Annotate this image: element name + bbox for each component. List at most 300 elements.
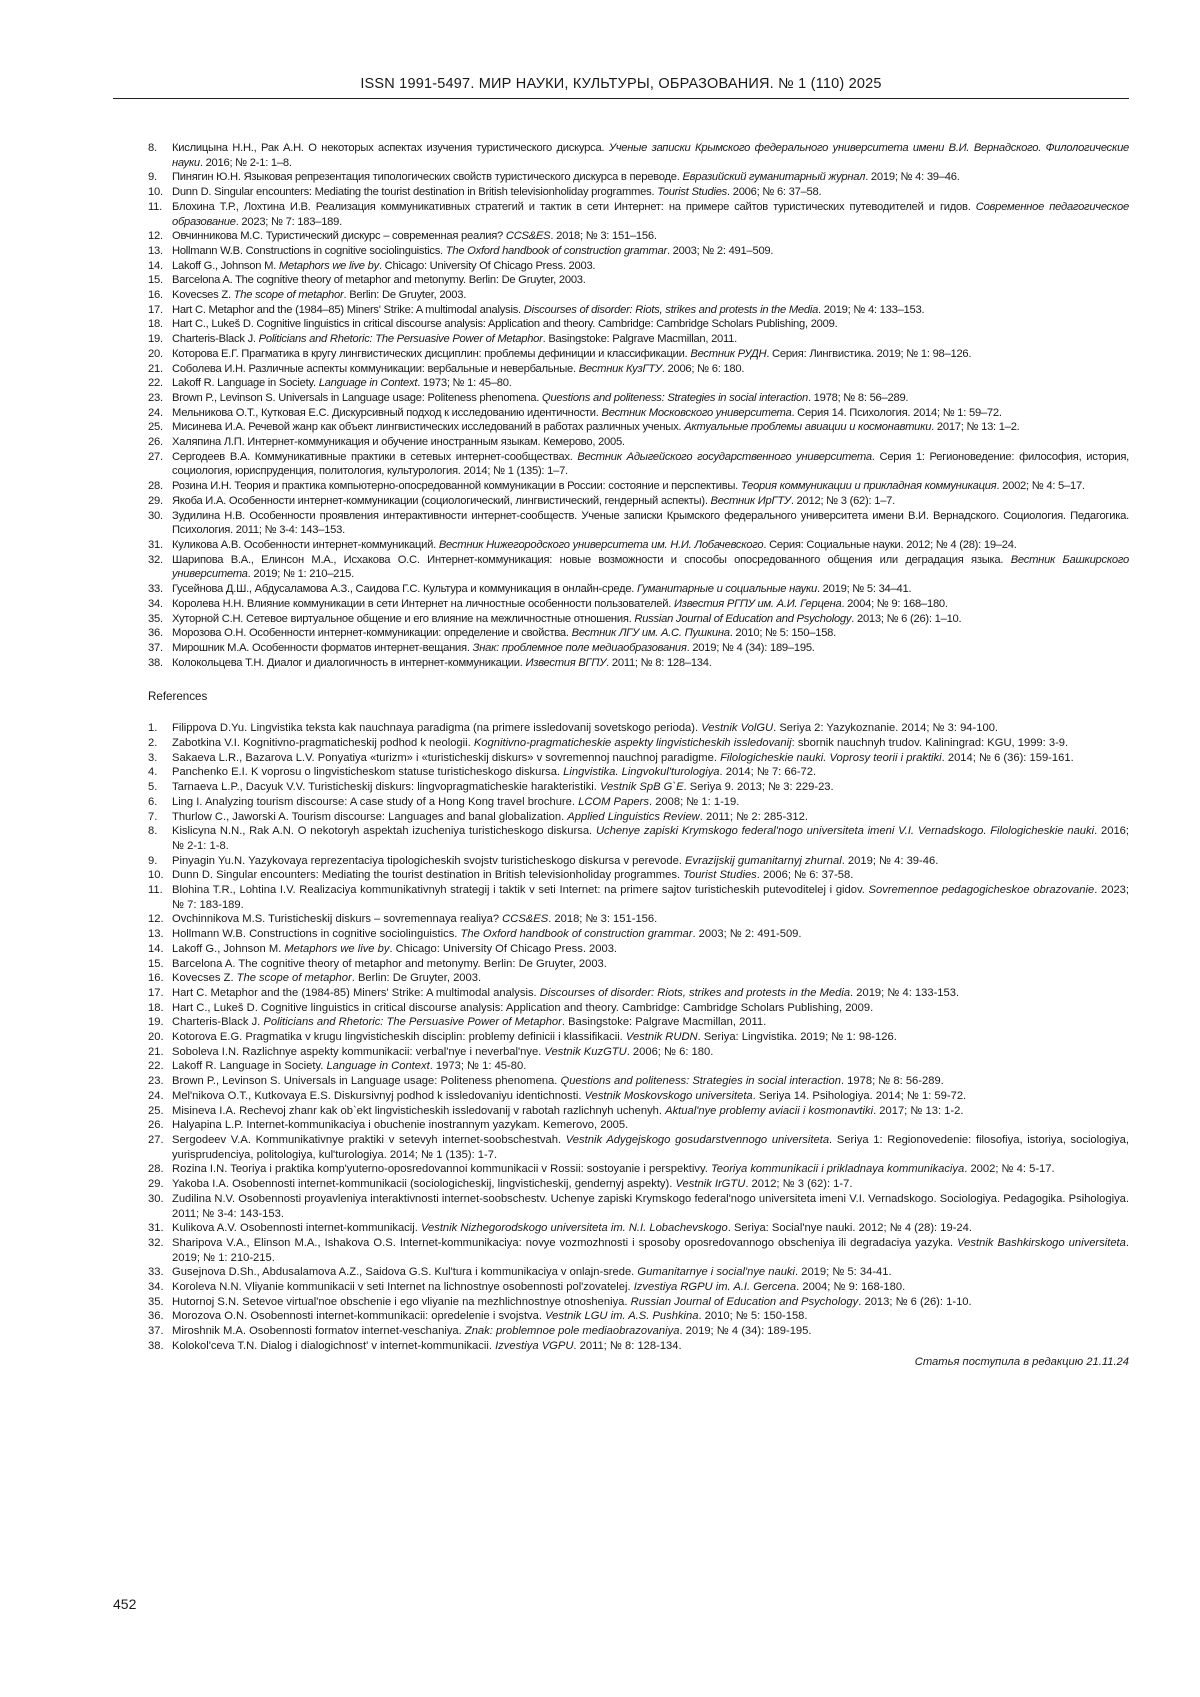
- reference-text: . 2017; № 13: 1-2.: [873, 1105, 963, 1117]
- reference-text: . 2006; № 6: 37-58.: [757, 869, 854, 881]
- reference-text: . 2004; № 9: 168–180.: [841, 598, 947, 610]
- reference-text: . 2018; № 3: 151–156.: [550, 230, 656, 242]
- reference-text: Мирошник М.А. Особенности форматов интернет-вещания.: [172, 642, 473, 654]
- reference-item: [148, 765, 1129, 780]
- reference-text: . 2019; № 4 (34): 189–195.: [687, 642, 815, 654]
- reference-number: 17.: [148, 986, 164, 1001]
- reference-item: [148, 942, 1129, 957]
- reference-item: [148, 824, 1129, 853]
- reference-text: Шарипова В.А., Елинсон М.А., Исхакова О.С. Интернет-коммуникация: новые возможности и способы опосредованного общения или деградация языка.: [172, 554, 1011, 566]
- reference-number: 32.: [148, 553, 163, 568]
- reference-text: Rozina I.N. Teoriya i praktika komp'yuterno-oposredovannoi kommunikacii v Rossii: sostoyanie i perspektivy.: [172, 1163, 711, 1175]
- reference-item: [148, 200, 1129, 229]
- reference-text: . 2014; № 6 (36): 159-161.: [942, 752, 1074, 764]
- reference-text: . 2006; № 6: 180.: [627, 1046, 714, 1058]
- reference-item: [148, 1030, 1129, 1045]
- reference-source-title: Знак: проблемное поле медиаобразования: [473, 642, 687, 654]
- reference-item: [148, 868, 1129, 883]
- reference-item: [148, 1236, 1129, 1265]
- reference-item: [148, 1221, 1129, 1236]
- reference-text: . 2004; № 9: 168-180.: [796, 1281, 905, 1293]
- reference-text: Hart C., Lukeš D. Cognitive linguistics in critical discourse analysis: Application and theory. Cambridge: Cambridge Scholars Publishing, 2009.: [172, 1002, 873, 1014]
- reference-number: 9.: [148, 854, 157, 869]
- reference-text: Пинягин Ю.Н. Языковая репрезентация типологических свойств туристического дискурса в переводе.: [172, 171, 682, 183]
- reference-text: . 2023; № 7: 183-189.: [172, 884, 1129, 911]
- reference-text: . Basingstoke: Palgrave Macmillan, 2011.: [543, 333, 737, 345]
- reference-text: . 2019; № 4: 39-46.: [842, 855, 939, 867]
- reference-item: [148, 1324, 1129, 1339]
- reference-number: 27.: [148, 450, 163, 465]
- reference-text: Сергодеев В.А. Коммуникативные практики в сетевых интернет-сообществах.: [172, 451, 577, 463]
- reference-source-title: Ученые записки Крымского федерального университета имени В.И. Вернадского. Филологические науки: [172, 142, 1129, 169]
- reference-text: Halyapina L.P. Internet-kommunikaciya i obuchenie inostrannym yazykam. Kemerovo, 2005.: [172, 1119, 628, 1131]
- reference-text: : sbornik nauchnyh trudov. Kaliningrad: KGU, 1999: 3-9.: [792, 737, 1069, 749]
- reference-number: 29.: [148, 494, 163, 509]
- reference-number: 36.: [148, 626, 163, 641]
- reference-text: Charteris-Black J.: [172, 1016, 263, 1028]
- reference-text: Розина И.Н. Теория и практика компьютерно-опосредованной коммуникации в России: состояние и перспективы.: [172, 480, 741, 492]
- reference-item: [148, 1074, 1129, 1089]
- reference-text: Королева Н.Н. Влияние коммуникации в сети Интернет на личностные особенности пользователей.: [172, 598, 674, 610]
- reference-number: 37.: [148, 1324, 164, 1339]
- reference-item: [148, 317, 1129, 332]
- reference-item: [148, 170, 1129, 185]
- reference-source-title: Uchenye zapiski Krymskogo federal'nogo universiteta imeni V.I. Vernadskogo. Filologicheskie nauki: [596, 825, 1094, 837]
- reference-text: Zabotkina V.I. Kognitivno-pragmaticheskij podhod k neologii.: [172, 737, 474, 749]
- reference-source-title: Vestnik VolGU: [701, 722, 773, 734]
- reference-item: [148, 780, 1129, 795]
- reference-source-title: Kognitivno-pragmaticheskie aspekty lingvisticheskih issledovanij: [474, 737, 792, 749]
- reference-text: . Серия 1: Регионоведение: философия, история, социология, юриспруденция, политология, культурология. 2014; № 1 (135): 1–7.: [172, 451, 1129, 478]
- reference-source-title: Russian Journal of Education and Psychology: [631, 1296, 859, 1308]
- reference-number: 33.: [148, 582, 163, 597]
- reference-source-title: The scope of metaphor: [237, 972, 352, 984]
- reference-source-title: Известия РГПУ им. А.И. Герцена: [674, 598, 841, 610]
- reference-text: Lakoff G., Johnson M.: [172, 943, 284, 955]
- reference-item: [148, 406, 1129, 421]
- reference-text: Hollmann W.B. Constructions in cognitive sociolinguistics.: [172, 928, 461, 940]
- reference-source-title: Politicians and Rhetoric: The Persuasive Power of Metaphor: [259, 333, 543, 345]
- reference-number: 23.: [148, 391, 163, 406]
- reference-number: 25.: [148, 1104, 164, 1119]
- reference-text: . 2019; № 5: 34-41.: [795, 1266, 892, 1278]
- reference-text: . Seriya 14. Psihologiya. 2014; № 1: 59-72.: [753, 1090, 967, 1102]
- reference-text: Якоба И.А. Особенности интернет-коммуникации (социологический, лингвистический, гендерный аспекты).: [172, 495, 711, 507]
- reference-item: [148, 435, 1129, 450]
- reference-text: . 1978; № 8: 56-289.: [841, 1075, 944, 1087]
- reference-number: 14.: [148, 259, 163, 274]
- reference-text: Блохина Т.Р., Лохтина И.В. Реализация коммуникативных стратегий и тактик в сети Интернет: на примере сайтов туристических путеводителей и гидов.: [172, 201, 976, 213]
- reference-number: 25.: [148, 420, 163, 435]
- reference-number: 9.: [148, 170, 157, 185]
- reference-text: . 2016; № 2-1: 1-8.: [172, 825, 1129, 852]
- reference-number: 12.: [148, 912, 164, 927]
- reference-text: . Chicago: University Of Chicago Press. 2003.: [379, 260, 595, 272]
- reference-number: 8.: [148, 141, 157, 156]
- reference-text: . 2002; № 4: 5–17.: [996, 480, 1084, 492]
- reference-text: . Seriya 9. 2013; № 3: 229-23.: [684, 781, 834, 793]
- reference-text: Hutornoj S.N. Setevoe virtual'noe obschenie i ego vliyanie na mezhlichnostnye otnosheniya.: [172, 1296, 631, 1308]
- reference-number: 23.: [148, 1074, 164, 1089]
- reference-text: Халяпина Л.П. Интернет-коммуникация и обучение иностранным языкам. Кемерово, 2005.: [172, 436, 625, 448]
- reference-text: . 2013; № 6 (26): 1-10.: [858, 1296, 971, 1308]
- reference-text: . Серия: Социальные науки. 2012; № 4 (28): 19–24.: [763, 539, 1016, 551]
- reference-source-title: Современное педагогическое образование: [172, 201, 1129, 228]
- reference-text: Yakoba I.A. Osobennosti internet-kommunikacii (sociologicheskij, lingvisticheskij, gendernyj aspekty).: [172, 1178, 675, 1190]
- reference-text: Mel'nikova O.T., Kutkovaya E.S. Diskursivnyj podhod k issledovaniyu identichnosti.: [172, 1090, 585, 1102]
- reference-item: [148, 553, 1129, 582]
- reference-text: Соболева И.Н. Различные аспекты коммуникации: вербальные и невербальные.: [172, 363, 579, 375]
- reference-source-title: Izvestiya VGPU: [495, 1340, 573, 1352]
- reference-text: Thurlow C., Jaworski A. Tourism discourse: Languages and banal globalization.: [172, 811, 567, 823]
- reference-number: 31.: [148, 538, 163, 553]
- reference-number: 29.: [148, 1177, 164, 1192]
- reference-text: . Seriya 2: Yazykoznanie. 2014; № 3: 94-100.: [773, 722, 998, 734]
- reference-number: 27.: [148, 1133, 164, 1148]
- reference-source-title: Questions and politeness: Strategies in social interaction: [561, 1075, 841, 1087]
- reference-item: [148, 391, 1129, 406]
- reference-text: . 2010; № 5: 150-158.: [698, 1310, 807, 1322]
- reference-text: Kovecses Z.: [172, 972, 237, 984]
- reference-source-title: Gumanitarnye i social'nye nauki: [637, 1266, 795, 1278]
- reference-item: [148, 986, 1129, 1001]
- reference-item: [148, 656, 1129, 671]
- reference-number: 14.: [148, 942, 164, 957]
- reference-text: Dunn D. Singular encounters: Mediating the tourist destination in British televisionholiday programmes.: [172, 869, 683, 881]
- reference-text: Хуторной С.Н. Сетевое виртуальное общение и его влияние на межличностные отношения.: [172, 613, 634, 625]
- reference-text: Gusejnova D.Sh., Abdusalamova A.Z., Saidova G.S. Kul'tura i kommunikaciya v onlajn-srede.: [172, 1266, 637, 1278]
- reference-source-title: Teoriya kommunikacii i prikladnaya kommunikaciya: [711, 1163, 964, 1175]
- reference-number: 1.: [148, 721, 157, 736]
- received-date: Статья поступила в редакцию 21.11.24: [148, 1356, 1129, 1368]
- reference-source-title: LCOM Papers: [578, 796, 649, 808]
- reference-source-title: Vestnik RUDN: [626, 1031, 698, 1043]
- reference-text: . 2023; № 7: 183–189.: [236, 216, 342, 228]
- reference-text: Charteris-Black J.: [172, 333, 259, 345]
- reference-source-title: Теория коммуникации и прикладная коммуникация: [741, 480, 997, 492]
- reference-text: . 2011; № 2: 285-312.: [700, 811, 808, 823]
- reference-number: 26.: [148, 435, 163, 450]
- reference-source-title: CCS&ES: [502, 913, 548, 925]
- reference-item: [148, 1339, 1129, 1354]
- reference-text: Soboleva I.N. Razlichnye aspekty kommunikacii: verbal'nye i neverbal'nye.: [172, 1046, 544, 1058]
- reference-text: Brown P., Levinson S. Universals in Language usage: Politeness phenomena.: [172, 392, 542, 404]
- reference-source-title: Discourses of disorder: Riots, strikes and protests in the Media: [540, 987, 850, 999]
- reference-source-title: Metaphors we live by: [279, 260, 379, 272]
- reference-text: . 2019; № 1: 210-215.: [172, 1237, 1129, 1264]
- reference-number: 7.: [148, 810, 157, 825]
- reference-text: . 2003; № 2: 491-509.: [692, 928, 801, 940]
- reference-source-title: Vestnik LGU im. A.S. Pushkina: [545, 1310, 698, 1322]
- reference-source-title: Vestnik KuzGTU: [544, 1046, 626, 1058]
- reference-text: . 2019; № 5: 34–41.: [817, 583, 911, 595]
- reference-source-title: Vestnik SpB G`E: [600, 781, 684, 793]
- reference-text: . 1973; № 1: 45-80.: [430, 1060, 527, 1072]
- reference-source-title: Discourses of disorder: Riots, strikes and protests in the Media: [524, 304, 818, 316]
- reference-source-title: Tourist Studies: [683, 869, 757, 881]
- reference-source-title: Applied Linguistics Review: [567, 811, 699, 823]
- reference-source-title: Вестник РУДН: [690, 348, 766, 360]
- reference-item: [148, 854, 1129, 869]
- reference-item: [148, 1309, 1129, 1324]
- reference-text: . 2018; № 3: 151-156.: [548, 913, 657, 925]
- journal-header: ISSN 1991-5497. МИР НАУКИ, КУЛЬТУРЫ, ОБРАЗОВАНИЯ. № 1 (110) 2025: [113, 76, 1129, 92]
- reference-number: 8.: [148, 824, 157, 839]
- reference-text: Misineva I.A. Rechevoj zhanr kak ob`ekt lingvisticheskih issledovanij v rabotah razlichnyh uchenyh.: [172, 1105, 665, 1117]
- reference-item: [148, 1001, 1129, 1016]
- reference-number: 34.: [148, 1280, 164, 1295]
- reference-source-title: Metaphors we live by: [284, 943, 389, 955]
- reference-text: . 2019; № 4: 133-153.: [850, 987, 959, 999]
- reference-text: . 2006; № 6: 180.: [662, 363, 744, 375]
- reference-text: . Chicago: University Of Chicago Press. 2003.: [389, 943, 617, 955]
- reference-source-title: Вестник ЛГУ им. А.С. Пушкина: [572, 627, 730, 639]
- reference-text: Dunn D. Singular encounters: Mediating the tourist destination in British televisionholiday programmes.: [172, 186, 657, 198]
- reference-text: . Berlin: De Gruyter, 2003.: [343, 289, 466, 301]
- reference-number: 36.: [148, 1309, 164, 1324]
- reference-text: Которова Е.Г. Прагматика в кругу лингвистических дисциплин: проблемы дефиниции и классификации.: [172, 348, 690, 360]
- reference-text: . 1978; № 8: 56–289.: [808, 392, 908, 404]
- reference-text: Hollmann W.B. Constructions in cognitive sociolinguistics.: [172, 245, 446, 257]
- reference-text: Lakoff G., Johnson M.: [172, 260, 279, 272]
- reference-number: 30.: [148, 1192, 164, 1207]
- reference-number: 10.: [148, 868, 164, 883]
- reference-text: Овчинникова М.С. Туристический дискурс – современная реалия?: [172, 230, 506, 242]
- reference-text: Kislicyna N.N., Rak A.N. O nekotoryh aspektah izucheniya turisticheskogo diskursa.: [172, 825, 596, 837]
- reference-number: 30.: [148, 509, 163, 524]
- reference-text: Kovecses Z.: [172, 289, 234, 301]
- reference-item: [148, 288, 1129, 303]
- reference-item: [148, 229, 1129, 244]
- reference-item: [148, 1133, 1129, 1162]
- reference-source-title: Evrazijskij gumanitarnyj zhurnal: [685, 855, 842, 867]
- reference-number: 24.: [148, 1089, 164, 1104]
- reference-number: 2.: [148, 736, 157, 751]
- reference-text: Зудилина Н.В. Особенности проявления интерактивности интернет-сообществ. Ученые записки Крымского федерального университета имени В.И. Вернадского. Социология. Педагогика. Психология. 2011; № 3-4: 143–153.: [172, 510, 1129, 537]
- english-reference-list: [148, 721, 1129, 1353]
- reference-source-title: Filologicheskie nauki. Voprosy teorii i praktiki: [720, 752, 942, 764]
- reference-text: . Серия: Лингвистика. 2019; № 1: 98–126.: [766, 348, 971, 360]
- reference-item: [148, 303, 1129, 318]
- reference-text: Кислицына Н.Н., Рак А.Н. О некоторых аспектах изучения туристического дискурса.: [172, 142, 609, 154]
- reference-text: . Basingstoke: Palgrave Macmillan, 2011.: [562, 1016, 766, 1028]
- reference-number: 35.: [148, 612, 163, 627]
- reference-text: . Seriya: Social'nye nauki. 2012; № 4 (28): 19-24.: [728, 1222, 972, 1234]
- reference-item: [148, 141, 1129, 170]
- reference-item: [148, 1295, 1129, 1310]
- references-heading: References: [148, 690, 1129, 703]
- reference-item: [148, 721, 1129, 736]
- reference-text: . 2019; № 4: 133–153.: [818, 304, 924, 316]
- reference-text: Hart C. Metaphor and the (1984-85) Miners' Strike: A multimodal analysis.: [172, 987, 540, 999]
- reference-number: 21.: [148, 1045, 164, 1060]
- reference-number: 38.: [148, 656, 163, 671]
- reference-item: [148, 1118, 1129, 1133]
- reference-source-title: The Oxford handbook of construction grammar: [461, 928, 693, 940]
- reference-text: Sharipova V.A., Elinson M.A., Ishakova O.S. Internet-kommunikaciya: novye vozmozhnosti i sposoby oposredovannogo obscheniya ili degradaciya yazyka.: [172, 1237, 957, 1249]
- reference-item: [148, 509, 1129, 538]
- reference-number: 37.: [148, 641, 163, 656]
- reference-item: [148, 450, 1129, 479]
- reference-text: Pinyagin Yu.N. Yazykovaya reprezentaciya tipologicheskih svojstv turisticheskogo diskursa v perevode.: [172, 855, 685, 867]
- reference-source-title: Izvestiya RGPU im. A.I. Gercena: [634, 1281, 796, 1293]
- reference-text: . 2003; № 2: 491–509.: [667, 245, 773, 257]
- reference-number: 35.: [148, 1295, 164, 1310]
- reference-item: [148, 1192, 1129, 1221]
- reference-text: Barcelona A. The cognitive theory of metaphor and metonymy. Berlin: De Gruyter, 2003.: [172, 958, 607, 970]
- reference-item: [148, 1177, 1129, 1192]
- reference-item: [148, 362, 1129, 377]
- reference-text: . 2011; № 8: 128-134.: [573, 1340, 681, 1352]
- reference-text: Гусейнова Д.Ш., Абдусаламова А.З., Саидова Г.С. Культура и коммуникация в онлайн-среде.: [172, 583, 637, 595]
- reference-text: Tarnaeva L.P., Dacyuk V.V. Turisticheskij diskurs: lingvopragmaticheskie harakteristiki.: [172, 781, 600, 793]
- reference-item: [148, 736, 1129, 751]
- reference-item: [148, 1045, 1129, 1060]
- reference-source-title: Известия ВГПУ: [525, 657, 606, 669]
- reference-text: Колокольцева Т.Н. Диалог и диалогичность в интернет-коммуникации.: [172, 657, 525, 669]
- reference-text: Морозова О.Н. Особенности интернет-коммуникации: определение и свойства.: [172, 627, 572, 639]
- reference-text: . 2013; № 6 (26): 1–10.: [851, 613, 961, 625]
- reference-number: 28.: [148, 1162, 164, 1177]
- reference-source-title: Tourist Studies: [657, 186, 727, 198]
- reference-text: Miroshnik M.A. Osobennosti formatov internet-veschaniya.: [172, 1325, 465, 1337]
- reference-source-title: Vestnik Nizhegorodskogo universiteta im. N.I. Lobachevskogo: [421, 1222, 728, 1234]
- reference-number: 18.: [148, 1001, 164, 1016]
- reference-source-title: Russian Journal of Education and Psychology: [634, 613, 851, 625]
- reference-source-title: The scope of metaphor: [234, 289, 344, 301]
- reference-item: [148, 626, 1129, 641]
- reference-source-title: Вестник Нижегородского университета им. Н.И. Лобачевского: [439, 539, 764, 551]
- reference-number: 20.: [148, 347, 163, 362]
- reference-number: 5.: [148, 780, 157, 795]
- reference-source-title: Vestnik Bashkirskogo universiteta: [957, 1237, 1126, 1249]
- reference-number: 22.: [148, 1059, 164, 1074]
- reference-source-title: Vestnik Moskovskogo universiteta: [585, 1090, 753, 1102]
- reference-item: [148, 957, 1129, 972]
- reference-item: [148, 273, 1129, 288]
- reference-number: 22.: [148, 376, 163, 391]
- reference-text: . 2011; № 8: 128–134.: [606, 657, 711, 669]
- reference-source-title: Language in Context: [319, 377, 418, 389]
- reference-source-title: Questions and politeness: Strategies in social interaction: [542, 392, 808, 404]
- reference-text: Kolokol'ceva T.N. Dialog i dialogichnost' v internet-kommunikacii.: [172, 1340, 495, 1352]
- reference-text: Ovchinnikova M.S. Turisticheskij diskurs – sovremennaya realiya?: [172, 913, 502, 925]
- reference-source-title: Aktual'nye problemy aviacii i kosmonavtiki: [665, 1105, 873, 1117]
- reference-source-title: Sovremennoe pedagogicheskoe obrazovanie: [869, 884, 1095, 896]
- reference-item: [148, 332, 1129, 347]
- reference-text: Panchenko E.I. K voprosu o lingvisticheskom statuse turisticheskogo diskursa.: [172, 766, 563, 778]
- reference-text: Barcelona A. The cognitive theory of metaphor and metonymy. Berlin: De Gruyter, 2003.: [172, 274, 586, 286]
- reference-source-title: The Oxford handbook of construction grammar: [446, 245, 667, 257]
- reference-item: [148, 795, 1129, 810]
- reference-number: 31.: [148, 1221, 164, 1236]
- reference-number: 32.: [148, 1236, 164, 1251]
- reference-number: 16.: [148, 288, 163, 303]
- reference-item: [148, 582, 1129, 597]
- reference-item: [148, 810, 1129, 825]
- reference-item: [148, 1104, 1129, 1119]
- page-content: [148, 141, 1129, 1368]
- reference-item: [148, 612, 1129, 627]
- reference-text: . Серия 14. Психология. 2014; № 1: 59–72.: [791, 407, 1001, 419]
- reference-text: Hart C., Lukeš D. Cognitive linguistics in critical discourse analysis: Application and theory. Cambridge: Cambridge Scholars Publishing, 2009.: [172, 318, 837, 330]
- page-number: 452: [113, 1596, 136, 1612]
- reference-text: . Berlin: De Gruyter, 2003.: [352, 972, 481, 984]
- reference-text: . 2008; № 1: 1-19.: [649, 796, 739, 808]
- reference-source-title: Politicians and Rhetoric: The Persuasive Power of Metaphor: [263, 1016, 561, 1028]
- reference-item: [148, 1265, 1129, 1280]
- reference-item: [148, 597, 1129, 612]
- reference-item: [148, 538, 1129, 553]
- reference-text: Morozova O.N. Osobennosti internet-kommunikacii: opredelenie i svojstva.: [172, 1310, 545, 1322]
- reference-source-title: Vestnik Adygejskogo gosudarstvennogo universiteta: [566, 1134, 829, 1146]
- reference-number: 16.: [148, 971, 164, 986]
- reference-text: Zudilina N.V. Osobennosti proyavleniya interaktivnosti internet-soobschestv. Uchenye zapiski Krymskogo federal'nogo universiteta imeni V.I. Vernadskogo. Sociologiya. Pedagogika. Psihologiya. 2011; № 3-4: 143-153.: [172, 1193, 1129, 1220]
- reference-item: [148, 259, 1129, 274]
- reference-item: [148, 927, 1129, 942]
- reference-text: . Seriya: Lingvistika. 2019; № 1: 98-126.: [698, 1031, 897, 1043]
- reference-source-title: Актуальные проблемы авиации и космонавтики: [684, 421, 931, 433]
- reference-text: . 2006; № 6: 37–58.: [727, 186, 821, 198]
- reference-text: Sakaeva L.R., Bazarova L.V. Ponyatiya «turizm» i «turisticheskij diskurs» v sovremennoj nauchnoj paradigme.: [172, 752, 720, 764]
- reference-text: Sergodeev V.A. Kommunikativnye praktiki v setevyh internet-soobschestvah.: [172, 1134, 566, 1146]
- reference-number: 24.: [148, 406, 163, 421]
- reference-source-title: Евразийский гуманитарный журнал: [682, 171, 865, 183]
- reference-text: . 2012; № 3 (62): 1-7.: [745, 1178, 852, 1190]
- reference-number: 19.: [148, 1015, 164, 1030]
- reference-item: [148, 1280, 1129, 1295]
- reference-source-title: CCS&ES: [506, 230, 551, 242]
- reference-source-title: Гуманитарные и социальные науки: [637, 583, 817, 595]
- reference-item: [148, 1059, 1129, 1074]
- reference-item: [148, 494, 1129, 509]
- reference-number: 3.: [148, 751, 157, 766]
- reference-text: . 2019; № 1: 210–215.: [248, 568, 354, 580]
- reference-text: Ling I. Analyzing tourism discourse: A case study of a Hong Kong travel brochure.: [172, 796, 578, 808]
- reference-number: 13.: [148, 244, 163, 259]
- reference-item: [148, 1162, 1129, 1177]
- reference-item: [148, 1089, 1129, 1104]
- reference-text: . 2019; № 4 (34): 189-195.: [679, 1325, 811, 1337]
- reference-text: . 2010; № 5: 150–158.: [730, 627, 836, 639]
- reference-number: 34.: [148, 597, 163, 612]
- reference-source-title: Vestnik IrGTU: [675, 1178, 745, 1190]
- reference-number: 28.: [148, 479, 163, 494]
- reference-number: 12.: [148, 229, 163, 244]
- reference-item: [148, 347, 1129, 362]
- reference-text: . Seriya 1: Regionovedenie: filosofiya, istoriya, sociologiya, yurisprudenciya, politologiya, kul'turologiya. 2014; № 1 (135): 1-7.: [172, 1134, 1129, 1161]
- reference-text: Мельникова О.Т., Кутковая Е.С. Дискурсивный подход к исследованию идентичности.: [172, 407, 602, 419]
- reference-text: Kulikova A.V. Osobennosti internet-kommunikacij.: [172, 1222, 421, 1234]
- reference-text: . 2012; № 3 (62): 1–7.: [791, 495, 895, 507]
- reference-number: 18.: [148, 317, 163, 332]
- header-rule: [113, 98, 1129, 99]
- reference-number: 17.: [148, 303, 163, 318]
- reference-text: . 1973; № 1: 45–80.: [417, 377, 511, 389]
- reference-number: 38.: [148, 1339, 164, 1354]
- reference-number: 11.: [148, 883, 163, 898]
- reference-text: Blohina T.R., Lohtina I.V. Realizaciya kommunikativnyh strategij i taktik v seti Internet: na primere sajtov turisticheskih putevoditelej i gidov.: [172, 884, 869, 896]
- reference-item: [148, 971, 1129, 986]
- reference-item: [148, 185, 1129, 200]
- reference-text: . 2019; № 4: 39–46.: [865, 171, 959, 183]
- reference-item: [148, 912, 1129, 927]
- reference-text: . 2002; № 4: 5-17.: [964, 1163, 1054, 1175]
- reference-number: 15.: [148, 273, 163, 288]
- reference-text: Куликова А.В. Особенности интернет-коммуникаций.: [172, 539, 439, 551]
- reference-source-title: Znak: problemnoe pole mediaobrazovaniya: [465, 1325, 680, 1337]
- reference-number: 6.: [148, 795, 157, 810]
